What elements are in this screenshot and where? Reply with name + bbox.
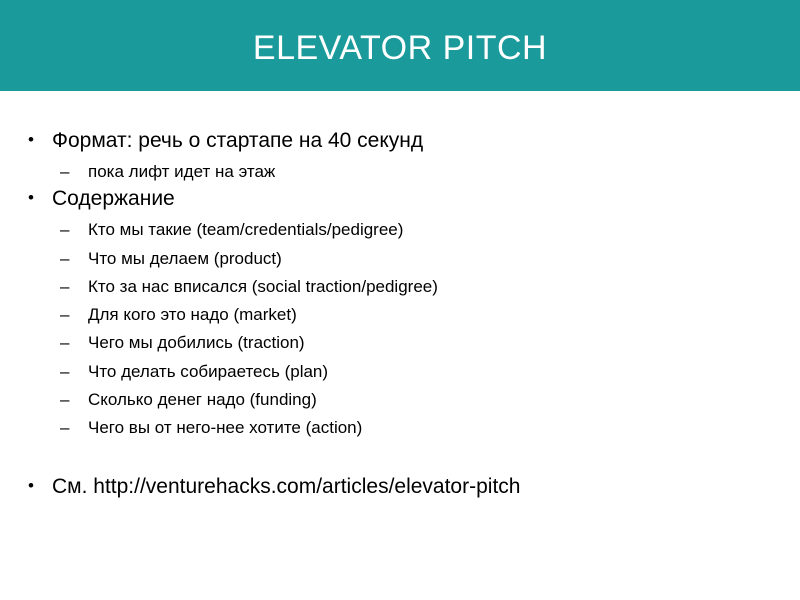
sub-bullet-text: Что мы делаем (product) bbox=[88, 249, 282, 268]
sub-bullet-traction bbox=[60, 334, 305, 351]
sub-bullet-text: Сколько денег надо (funding) bbox=[88, 390, 317, 409]
sub-bullet-text: Для кого это надо (market) bbox=[88, 305, 297, 324]
sub-bullet-marker: – bbox=[60, 333, 70, 352]
sub-bullet-marker: – bbox=[60, 390, 70, 409]
bullet-format bbox=[28, 130, 423, 151]
sub-bullet-plan bbox=[60, 363, 328, 380]
sub-bullet-funding bbox=[60, 391, 317, 408]
sub-bullet-marker: – bbox=[60, 277, 70, 296]
sub-bullet-marker: – bbox=[60, 162, 70, 181]
bullet-marker: • bbox=[28, 188, 34, 207]
sub-bullet-social-traction bbox=[60, 278, 438, 295]
sub-bullet-text: Чего мы добились (traction) bbox=[88, 333, 305, 352]
sub-bullet-product bbox=[60, 250, 282, 267]
sub-bullet-marker: – bbox=[60, 362, 70, 381]
sub-bullet-team bbox=[60, 221, 403, 238]
bullet-reference bbox=[28, 476, 520, 497]
bullet-content bbox=[28, 188, 175, 209]
bullet-format-text: Формат: речь о стартапе на 40 секунд bbox=[52, 129, 424, 152]
sub-bullet-text: Что делать собираетесь (plan) bbox=[88, 362, 329, 381]
sub-bullet-marker: – bbox=[60, 418, 70, 437]
sub-bullet-text: Чего вы от него-нее хотите (action) bbox=[88, 418, 363, 437]
sub-bullet-text: Кто мы такие (team/credentials/pedigree) bbox=[88, 220, 404, 239]
sub-bullet-text: Кто за нас вписался (social traction/pedigree) bbox=[88, 277, 438, 296]
bullet-content-text: Содержание bbox=[52, 187, 175, 210]
sub-bullet-marker: – bbox=[60, 220, 70, 239]
bullet-marker: • bbox=[28, 130, 34, 149]
sub-bullet-marker: – bbox=[60, 305, 70, 324]
reference-link[interactable]: См. http://venturehacks.com/articles/elevator-pitch bbox=[52, 475, 521, 498]
slide-title: ELEVATOR PITCH bbox=[252, 28, 548, 67]
sub-bullet-text: пока лифт идет на этаж bbox=[88, 162, 276, 181]
sub-bullet-market bbox=[60, 306, 297, 323]
bullet-marker: • bbox=[28, 476, 34, 495]
sub-bullet-elevator bbox=[60, 163, 275, 180]
sub-bullet-action bbox=[60, 419, 362, 436]
sub-bullet-marker: – bbox=[60, 249, 70, 268]
